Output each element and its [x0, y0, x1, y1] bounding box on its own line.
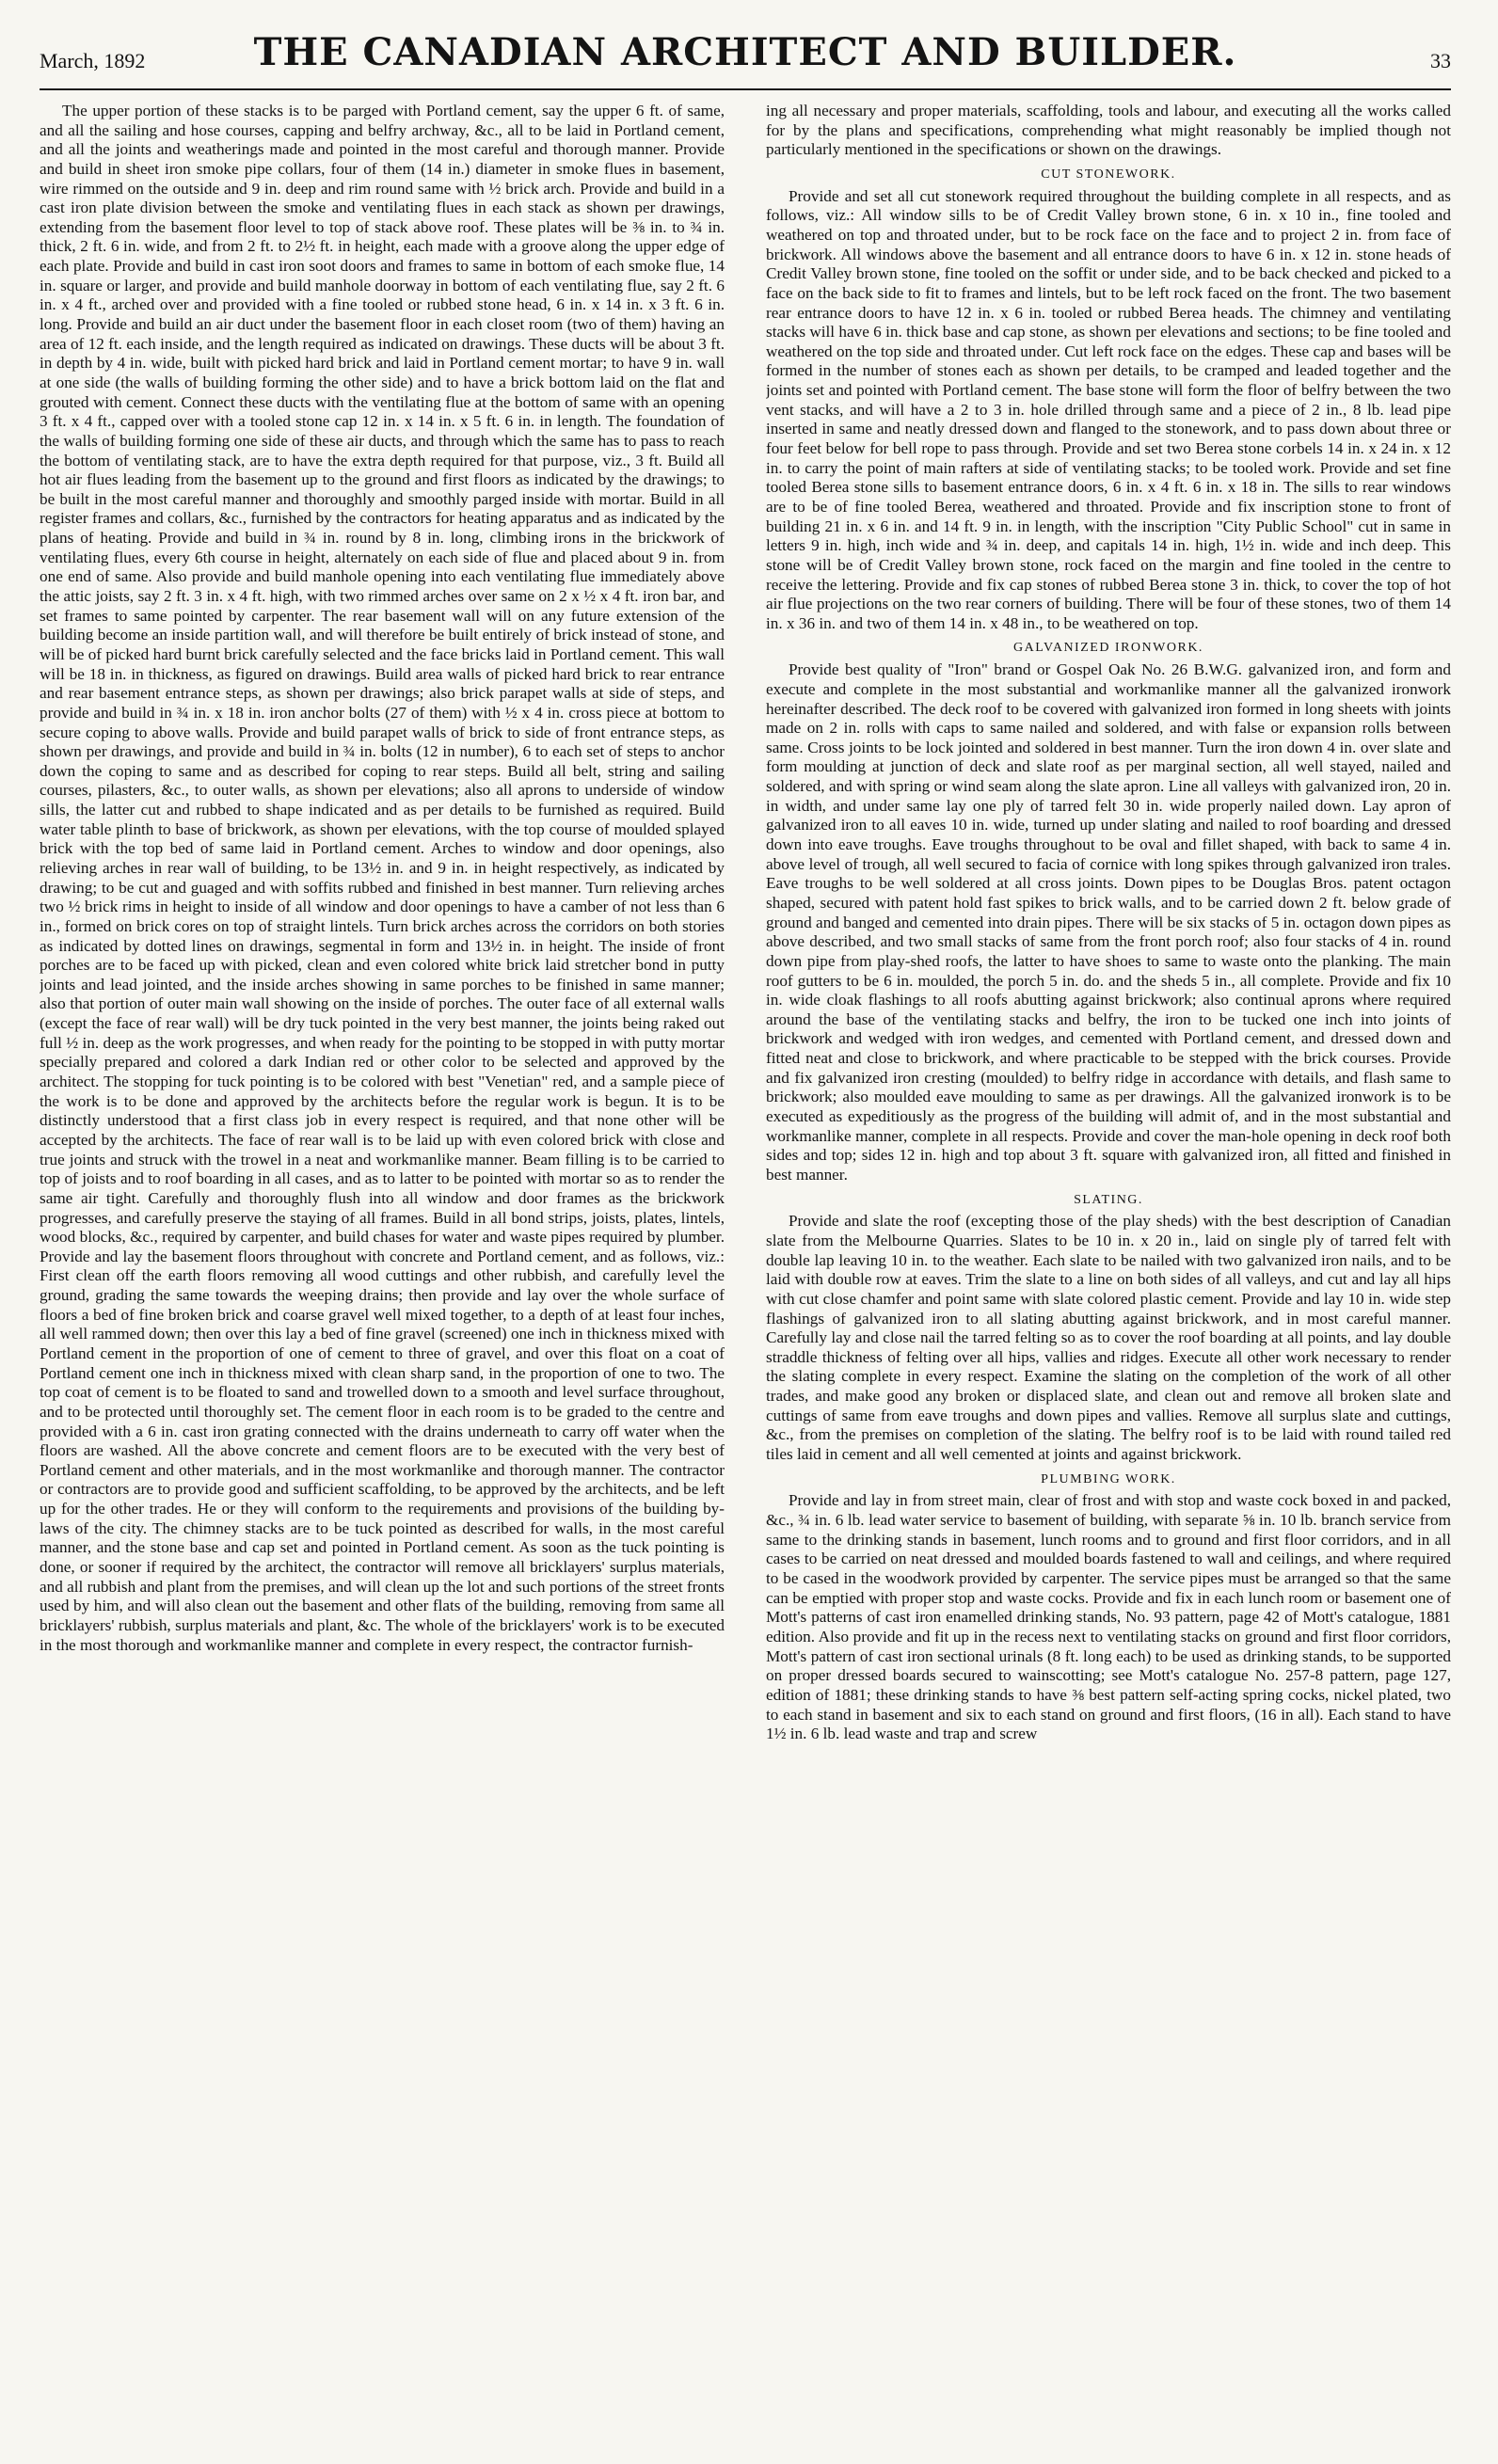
masthead: [40, 28, 1451, 90]
section-heading-cut-stonework: CUT STONEWORK.: [1041, 167, 1176, 182]
section-body-galvanized-ironwork: Provide best quality of "Iron" brand or Gospel Oak No. 26 B.W.G. galvanized iron, and form and execute and complete in the most substantial and workmanlike manner all the galvanized ironwork hereinafter described. The deck roof to be covered with galvanized iron formed in long sheets with joints made on 2 in. rolls with caps to same nailed and soldered, and with false or expansion rolls between same. Cross joints to be lock jointed and soldered in best manner. Turn the iron down 4 in. over slate and form moulding at junction of deck and slate roof as per marginal section, all well stayed, nailed and soldered, and with spring or wind seam along the slate apron. Line all valleys with galvanized iron, 20 in. in width, and under same lay one ply of tarred felt 30 in. wide properly nailed down. Lay apron of galvanized iron to all eaves 10 in. wide, turned up under slating and nailed to roof boarding and dressed down into eave troughs. Eave troughs throughout to be oval and fillet shaped, with back to same 4 in. above level of trough, all well secured to facia of cornice with long spikes through galvanized iron trales. Eave troughs to be well soldered at all cross joints. Down pipes to be Douglas Bros. patent octagon shaped, secured with patent hold fast spikes to brick walls, and to be carried down 2 ft. below grade of ground and banged and cemented into drain pipes. There will be six stacks of 5 in. octagon down pipes as above described, and two small stacks of same from the front porch roof; also four stacks of 4 in. round down pipe from play-shed roofs, the latter to have shoes to same to waste onto the planking. The main roof gutters to be 6 in. moulded, the porch 5 in. do. and the sheds 5 in., all complete. Provide and fix 10 in. wide cloak flashings to all roofs abutting against brickwork; also continual aprons where required around the base of the ventilating stacks and belfry, the iron to be tucked one inch into joints of brickwork and wedged with iron wedges, and cemented with Portland cement, and dressed down and fitted neat and close to brickwork, and where practicable to be stepped with the brick courses. Provide and fix galvanized iron cresting (moulded) to belfry ridge in accordance with details, and flash same to brickwork; also moulded eave moulding to same as per drawings. All the galvanized ironwork is to be executed as expeditiously as the progress of the building will admit of, and in the most substantial and workmanlike manner, complete in all respects. Provide and cover the man-hole opening in deck roof both sides and top; sides 12 in. high and top about 3 ft. square with galvanized iron, all fitted and finished in best manner.: [766, 660, 1451, 1184]
issue-date: March, 1892: [40, 49, 146, 72]
continued-paragraph: ing all necessary and proper materials, scaffolding, tools and labour, and executing all the works called for by the plans and specifications, comprehending what might reasonably be implied though not particularly mentioned in the specifications or shown on the drawings.: [766, 102, 1451, 159]
section-heading-galvanized-ironwork: GALVANIZED IRONWORK.: [1013, 641, 1203, 656]
left-column-paragraph: The upper portion of these stacks is to be parged with Portland cement, say the upper 6 ft. of same, and all the sailing and hose courses, capping and belfry archway, &c., all to be laid in Portland cement, and all the joints and weatherings made and pointed in the most careful and thorough manner. Provide and build in sheet iron smoke pipe collars, four of them (14 in.) diameter in smoke flues in basement, wire rimmed on the outside and 9 in. deep and rim round same with ½ brick arch. Provide and build in a cast iron plate division between the smoke and ventilating flues in each stack as shown per drawings, extending from the basement floor level to top of stack above roof. These plates will be ⅜ in. to ¾ in. thick, 2 ft. 6 in. wide, and from 2 ft. to 2½ ft. in height, each made with a groove along the upper edge of each plate. Provide and build in cast iron soot doors and frames to same in bottom of each smoke flue, 14 in. square or larger, and provide and build manhole doorway in bottom of each ventilating flue, say 2 ft. 6 in. x 4 ft., arched over and provided with a fine tooled or rubbed stone head, 6 in. x 14 in. x 3 ft. 6 in. long. Provide and build an air duct under the basement floor in each closet room (two of them) having an area of 12 ft. each inside, and the length required as indicated on drawings. These ducts will be about 3 ft. in depth by 4 in. wide, built with picked hard brick and laid in Portland cement mortar; to have 9 in. wall at one side (the walls of building forming the other side) and to have a brick bottom laid on the flat and grouted with cement. Connect these ducts with the ventilating flue at the bottom of same with an opening 3 ft. x 4 ft., capped over with a tooled stone cap 12 in. x 14 in. x 5 ft. 6 in. in length. The foundation of the walls of building forming one side of these air ducts, and through which the same has to pass to reach the bottom of ventilating stack, are to have the extra depth required for that purpose, viz., 3 ft. Build all hot air flues leading from the basement up to the ground and first floors as indicated by the drawings; to be built in the most careful manner and thoroughly and smoothly parged inside with mortar. Build in all register frames and collars, &c., furnished by the contractors for heating apparatus and as indicated by the plans of heating. Provide and build in ¾ in. round by 8 in. long, climbing irons in the brickwork of ventilating flues, every 6th course in height, alternately on each side of flue and placed about 9 in. from one end of same. Also provide and build manhole opening into each ventilating flue immediately above the attic joists, say 2 ft. 3 in. x 4 ft. high, with two rimmed arches over same on 2 x ½ x 4 ft. iron bar, and set frames to same pointed by carpenter. The rear basement wall will on any future extension of the building become an inside partition wall, and will therefore be built entirely of brick instead of stone, and will be of picked hard burnt brick carefully selected and the face bricks laid in Portland cement. This wall will be 18 in. in thickness, as figured on drawings. Build area walls of picked hard brick to rear entrance and rear basement entrance steps, as shown per drawings; also brick parapet walls at side of steps, and provide and build in ¾ in. x 18 in. iron anchor bolts (27 of them) with ½ x 4 in. cross piece at bottom to secure coping to above walls. Provide and build parapet walls of brick to side of front entrance steps, as shown per drawings, and provide and build in ¾ in. bolts (12 in number), 6 to each set of steps to anchor down the coping to same and as described for coping to rear steps. Build all belt, string and sailing courses, pilasters, &c., to outer walls, as shown per elevations; also all aprons to underside of window sills, the latter cut and rubbed to shape indicated and as per details to be furnished as required. Build water table plinth to base of brickwork, as shown per elevations, with the top course of moulded splayed brick with the top bed of same laid in Portland cement. Arches to window and door openings, also relieving arches in rear wall of building, to be 13½ in. and 9 in. in height respectively, as indicated by drawing; to be cut and guaged and with soffits rubbed and finished in best manner. Turn relieving arches two ½ brick rims in height to inside of all window and door openings to have a camber of not less than 6 in., formed on brick cores on top of straight lintels. Turn brick arches across the corridors on both stories as indicated by dotted lines on drawings, segmental in form and 13½ in. in height. The inside of front porches are to be faced up with picked, clean and even colored white brick laid stretcher bond in putty joints and lead jointed, and the inside arches showing in same porches to be finished in same manner; also that portion of outer main wall showing on the inside of porches. The outer face of all external walls (except the face of rear wall) will be dry tuck pointed in the very best manner, the joints being raked out full ½ in. deep as the work progresses, and when ready for the pointing to be stopped in with putty mortar specially prepared and colored a dark Indian red or other color to be selected and approved by the architect. The stopping for tuck pointing is to be colored with best "Venetian" red, and a sample piece of the work is to be done and approved by the architects before the regular work is begun. It is to be distinctly understood that a first class job in every respect is required, and that none other will be accepted by the architects. The face of rear wall is to be laid up with even colored brick with close and true joints and struck with the trowel in a neat and workmanlike manner. Beam filling is to be carried to top of joists and to roof boarding in all cases, and as to latter to be pointed with mortar so as to render the same air tight. Carefully and thoroughly flush into all window and door frames as the brickwork progresses, and carefully preserve the staying of all frames. Build in all bond strips, joists, plates, lintels, wood blocks, &c., required by carpenter, and build chases for water and waste pipes required by plumber. Provide and lay the basement floors throughout with concrete and Portland cement, and as follows, viz.: First clean off the earth floors removing all wood cuttings and other rubbish, and carefully level the ground, grading the same towards the weeping drains; then provide and lay over the whole surface of floors a bed of fine broken brick and coarse gravel well mixed together, to a depth of at least four inches, all well rammed down; then over this lay a bed of fine gravel (screened) one inch in thickness mixed with Portland cement in the proportion of one of cement to three of gravel, and over this float on a coat of Portland cement one inch in thickness mixed with clean sharp sand, in the proportion of one to two. The top coat of cement is to be floated to sand and trowelled down to a smooth and level surface throughout, and to be protected until thoroughly set. The cement floor in each room is to be graded to the centre and provided with a 6 in. cast iron grating connected with the drains underneath to carry off water when the floors are washed. All the above concrete and cement floors are to be executed with the very best of Portland cement and other materials, and in the most workmanlike and thorough manner. The contractor or contractors are to provide good and sufficient scaffolding, to be approved by the architects, and be left up for the other trades. He or they will conform to the requirements and provisions of the building by-laws of the city. The chimney stacks are to be tuck pointed as described for walls, in the most careful manner, and the stone base and cap set and pointed in Portland cement. As soon as the tuck pointing is done, or sooner if required by the architect, the contractor will remove all bricklayers' surplus materials, and all rubbish and plant from the premises, and will clean up the lot and such portions of the street fronts used by him, and will also clean out the basement and other flats of the building, removing from same all bricklayers' rubbish, surplus materials and plant, &c. The whole of the bricklayers' work is to be executed in the most thorough and workmanlike manner and complete in every respect, the contractor furnish-: [40, 102, 725, 1654]
page-number: 33: [1430, 49, 1451, 72]
text-columns: [40, 102, 1451, 2435]
section-heading-slating: SLATING.: [1074, 1192, 1143, 1207]
right-column: [766, 102, 1451, 2435]
section-body-plumbing-work: Provide and lay in from street main, clear of frost and with stop and waste cock boxed in and packed, &c., ¾ in. 6 lb. lead water service to basement of building, with separate ⅝ in. 10 lb. branch service from same to the drinking stands in basement, lunch rooms and to ground and first floor corridors, and in all cases to be carried on neat dressed and moulded boards fastened to wall and ceilings, and where required to be cased in the woodwork provided by carpenter. The service pipes must be arranged so that the same can be emptied with proper stop and waste cocks. Provide and fix in each lunch room or basement one of Mott's patterns of cast iron enamelled drinking stands, No. 93 pattern, page 42 of Mott's catalogue, 1881 edition. Also provide and fit up in the recess next to ventilating stacks on ground and first floor corridors, Mott's pattern of cast iron sectional urinals (8 ft. long each) to be used as drinking stands, to be supported on proper dressed boards secured to wainscotting; see Mott's catalogue No. 257-8 pattern, page 127, edition of 1881; these drinking stands to have ⅜ best pattern self-acting spring cocks, nickel plated, two to each stand in basement and six to each stand on ground and first floors, (16 in all). Each stand to have 1½ in. 6 lb. lead waste and trap and screw: [766, 1491, 1451, 1743]
section-body-cut-stonework: Provide and set all cut stonework required throughout the building complete in all respects, and as follows, viz.: All window sills to be of Credit Valley brown stone, 6 in. x 10 in., fine tooled and weathered on top and throated under, but to be rock face on the face and to project 2 in. from face of brickwork. All windows above the basement and all entrance doors to have 6 in. x 12 in. stone heads of Credit Valley brown stone, fine tooled on the soffit or under side, and to be back checked and picked to a face on the back side to fit to frames and lintels, but to be left rock faced on the front. The two basement rear entrance doors to have 12 in. x 6 in. tooled or rubbed Berea heads. The chimney and ventilating stacks will have 6 in. thick base and cap stone, as shown per elevations and sections; to be fine tooled and weathered on the top side and throated under. Cut left rock face on the edges. These cap and bases will be formed in the number of stones each as shown per details, to be cramped and leaded together and the joints set and pointed with Portland cement. The base stone will form the floor of belfry between the two vent stacks, and will have a 2 to 3 in. hole drilled through same and a piece of 2 in., 8 lb. lead pipe inserted in same and neatly dressed down and flanged to the stonework, and to pass down about three or four feet below for bell rope to pass through. Provide and set two Berea stone corbels 14 in. x 24 in. x 12 in. to carry the point of main rafters at side of ventilating stacks; to be tooled work. Provide and set fine tooled Berea stone sills to basement entrance doors, 6 in. x 4 ft. 6 in. x 18 in. The sills to rear windows are to be of fine tooled Berea, weathered and throated. Provide and fix inscription stone to front of building 21 in. x 6 in. and 14 ft. 9 in. in length, with the inscription "City Public School" cut in same in letters 9 in. high, inch wide and ¾ in. deep, and capitals 14 in. high, 1½ in. wide and inch deep. This stone will be of Credit Valley brown stone, rock faced on the margin and fine tooled in the centre to receive the lettering. Provide and fix cap stones of rubbed Berea stone 3 in. thick, to cover the top of hot air flue projections on the two rear corners of building. There will be four of these stones, two of them 14 in. x 36 in. and two of them 14 in. x 48 in., to be weathered on top.: [766, 186, 1451, 632]
newspaper-page: [40, 28, 1451, 2441]
publication-title: THE CANADIAN ARCHITECT AND BUILDER.: [253, 30, 1237, 74]
left-column: [40, 102, 725, 2435]
section-body-slating: Provide and slate the roof (excepting those of the play sheds) with the best description of Canadian slate from the Melbourne Quarries. Slates to be 10 in. x 20 in., laid on single ply of tarred felt with double lap leaving 10 in. to the weather. Each slate to be nailed with two galvanized iron nails, and to be laid with double row at eaves. Trim the slate to a line on both sides of all valleys, and cut and lay all hips with cut close chamfer and point same with slate colored plastic cement. Provide and lay 10 in. wide step flashings of galvanized iron to all slating abutting against brickwork, and in most careful manner. Carefully lay and close nail the tarred felting so as to cover the roof boarding at all points, and lay double straddle thickness of felting over all hips, vallies and ridges. Execute all other work necessary to render the slating complete in every respect. Examine the slating on the completion of the work of all other trades, and make good any broken or displaced slate, and clean out and remove all broken slate and cuttings of same from eave troughs and down pipes and vallies. Remove all surplus slate and cuttings, &c., from the premises on completion of the slating. The belfry roof is to be laid with round tailed red tiles laid in cement and all well cemented at joints and against brickwork.: [766, 1212, 1451, 1464]
section-heading-plumbing-work: PLUMBING WORK.: [1041, 1471, 1176, 1486]
